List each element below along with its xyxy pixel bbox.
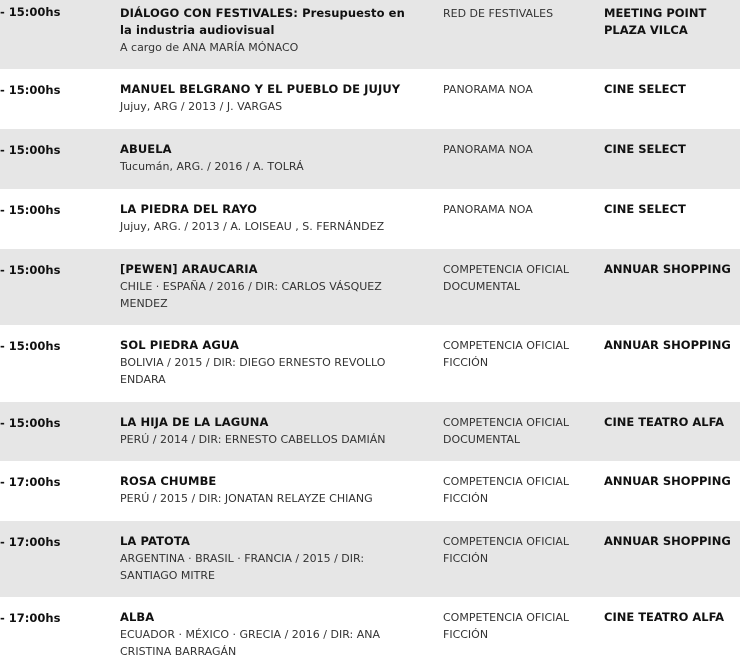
film-venue: ANNUAR SHOPPING bbox=[604, 534, 731, 548]
film-info: Jujuy, ARG. / 2013 / A. LOISEAU , S. FERNÁNDEZ bbox=[120, 220, 385, 233]
film-info: ARGENTINA · BRASIL · FRANCIA / 2015 / DIR: SANTIAGO MITRE bbox=[120, 552, 365, 582]
screening-time: - 15:00hs bbox=[0, 5, 61, 19]
film-title[interactable]: ROSA CHUMBE bbox=[120, 474, 217, 488]
schedule-row bbox=[0, 69, 740, 129]
film-section: RED DE FESTIVALES bbox=[443, 7, 554, 20]
screening-time: - 15:00hs bbox=[0, 339, 61, 353]
film-section: COMPETENCIA OFICIAL FICCIÓN bbox=[443, 611, 570, 641]
screening-time: - 17:00hs bbox=[0, 475, 61, 489]
film-title[interactable]: DIÁLOGO CON FESTIVALES: Presupuesto en la industria audiovisual bbox=[120, 6, 405, 37]
film-info: PERÚ / 2015 / DIR: JONATAN RELAYZE CHIANG bbox=[120, 492, 373, 505]
film-cell bbox=[120, 533, 420, 584]
film-venue: CINE SELECT bbox=[604, 142, 686, 156]
schedule-row bbox=[0, 461, 740, 521]
film-cell bbox=[120, 414, 420, 448]
film-cell bbox=[120, 261, 420, 312]
film-info: CHILE · ESPAÑA / 2016 / DIR: CARLOS VÁSQUEZ MENDEZ bbox=[120, 280, 382, 310]
schedule-row bbox=[0, 189, 740, 249]
screening-time: - 15:00hs bbox=[0, 83, 61, 97]
film-cell bbox=[120, 337, 420, 388]
film-section: COMPETENCIA OFICIAL FICCIÓN bbox=[443, 339, 570, 369]
film-title[interactable]: [PEWEN] ARAUCARIA bbox=[120, 262, 258, 276]
film-venue: ANNUAR SHOPPING bbox=[604, 474, 731, 488]
screening-time: - 17:00hs bbox=[0, 535, 61, 549]
film-title[interactable]: LA PIEDRA DEL RAYO bbox=[120, 202, 257, 216]
film-section: COMPETENCIA OFICIAL FICCIÓN bbox=[443, 535, 570, 565]
screening-time: - 15:00hs bbox=[0, 203, 61, 217]
schedule-row bbox=[0, 597, 740, 664]
film-cell bbox=[120, 141, 420, 175]
film-info: ECUADOR · MÉXICO · GRECIA / 2016 / DIR: ANA CRISTINA BARRAGÁN bbox=[120, 628, 380, 658]
schedule-row bbox=[0, 0, 740, 69]
film-info: A cargo de ANA MARÍA MÓNACO bbox=[120, 41, 299, 54]
schedule-row bbox=[0, 521, 740, 597]
film-info: BOLIVIA / 2015 / DIR: DIEGO ERNESTO REVOLLO ENDARA bbox=[120, 356, 386, 386]
film-section: COMPETENCIA OFICIAL DOCUMENTAL bbox=[443, 416, 570, 446]
film-title[interactable]: SOL PIEDRA AGUA bbox=[120, 338, 239, 352]
film-cell bbox=[120, 473, 420, 507]
film-venue: ANNUAR SHOPPING bbox=[604, 338, 731, 352]
film-section: COMPETENCIA OFICIAL DOCUMENTAL bbox=[443, 263, 570, 293]
schedule-row bbox=[0, 325, 740, 402]
schedule-row bbox=[0, 402, 740, 461]
screening-time: - 15:00hs bbox=[0, 263, 61, 277]
film-venue: MEETING POINT PLAZA VILCA bbox=[604, 6, 707, 37]
film-venue: ANNUAR SHOPPING bbox=[604, 262, 731, 276]
screening-time: - 15:00hs bbox=[0, 143, 61, 157]
film-cell bbox=[120, 201, 420, 235]
film-title[interactable]: LA HIJA DE LA LAGUNA bbox=[120, 415, 269, 429]
film-venue: CINE TEATRO ALFA bbox=[604, 610, 725, 624]
film-title[interactable]: MANUEL BELGRANO Y EL PUEBLO DE JUJUY bbox=[120, 82, 401, 96]
film-info: PERÚ / 2014 / DIR: ERNESTO CABELLOS DAMIÁN bbox=[120, 433, 386, 446]
film-section: COMPETENCIA OFICIAL FICCIÓN bbox=[443, 475, 570, 505]
film-info: Tucumán, ARG. / 2016 / A. TOLRÁ bbox=[120, 160, 304, 173]
film-title[interactable]: ABUELA bbox=[120, 142, 172, 156]
film-cell bbox=[120, 609, 420, 660]
film-section: PANORAMA NOA bbox=[443, 143, 533, 156]
film-info: Jujuy, ARG / 2013 / J. VARGAS bbox=[120, 100, 283, 113]
screening-time: - 17:00hs bbox=[0, 611, 61, 625]
film-title[interactable]: LA PATOTA bbox=[120, 534, 190, 548]
film-section: PANORAMA NOA bbox=[443, 203, 533, 216]
schedule-row bbox=[0, 129, 740, 189]
film-venue: CINE SELECT bbox=[604, 202, 686, 216]
film-cell bbox=[120, 5, 420, 56]
film-venue: CINE TEATRO ALFA bbox=[604, 415, 725, 429]
schedule-row bbox=[0, 249, 740, 325]
film-title[interactable]: ALBA bbox=[120, 610, 155, 624]
film-venue: CINE SELECT bbox=[604, 82, 686, 96]
screening-time: - 15:00hs bbox=[0, 416, 61, 430]
film-cell bbox=[120, 81, 420, 115]
film-section: PANORAMA NOA bbox=[443, 83, 533, 96]
